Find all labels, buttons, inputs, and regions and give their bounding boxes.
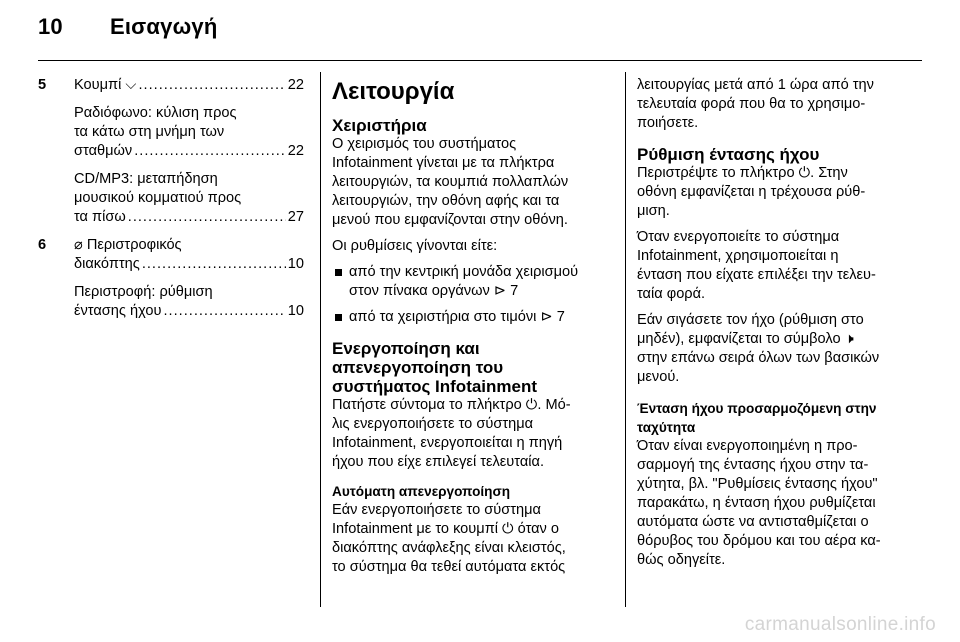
index-column xyxy=(38,76,304,330)
volume-column xyxy=(637,76,911,577)
index-entry-text: έντασης ήχου xyxy=(74,303,162,319)
controls-paragraph: Ο χειρισμός του συστήματος Infotainment γίνεται με τα πλήκτρα λειτουργιών, τα κουμπιά πολλαπλών λειτουργιών, την οθόνη αφής και τα μενού που εμφανίζονται στην οθόνη. xyxy=(332,136,569,228)
volume-paragraph-2: Όταν ενεργοποιείτε το σύστημα Infotainment, χρησιμοποιείται η ένταση που είχατε επιλέξει την τελευ- ταία φορά. xyxy=(637,229,876,302)
index-entry-text: σταθμών xyxy=(74,143,133,159)
auto-off-paragraph: Εάν ενεργοποιήσετε το σύστημα Infotainment με το κουμπί ⏻ όταν ο διακόπτης ανάφλεξης είναι κλειστός, το σύστημα θα τεθεί αυτόματα εκτός xyxy=(332,502,566,575)
index-subentry xyxy=(38,104,304,161)
power-paragraph: Πατήστε σύντομα το πλήκτρο ⏻. Μό- λις ενεργοποιήσετε το σύστημα Infotainment, ενεργοποιείται η πηγή ήχου που είχε επιλεγεί τελευταία. xyxy=(332,397,571,470)
index-entry-line xyxy=(74,255,304,274)
index-entry-line xyxy=(74,208,304,227)
index-marker: 6 xyxy=(38,237,47,253)
controls-heading: Χειριστήρια xyxy=(332,116,427,135)
index-item-5 xyxy=(38,76,304,95)
index-entry-text: τα πίσω xyxy=(74,209,126,225)
page-number: 10 xyxy=(38,14,63,39)
index-entry-line xyxy=(74,76,304,95)
index-entry-text: Ραδιόφωνο: κύλιση προς xyxy=(74,105,237,121)
index-entry-text: τα κάτω στη μνήμη των xyxy=(74,124,225,140)
settings-intro: Οι ρυθμίσεις γίνονται είτε: xyxy=(332,238,498,254)
index-entry-text: Κουμπί ⌵ xyxy=(74,77,137,93)
bullet-item: από τα χειριστήρια στο τιμόνι ⊳ 7 xyxy=(332,308,608,327)
header-rule xyxy=(38,60,922,61)
column-divider-2 xyxy=(625,72,626,607)
watermark: carmanualsonline.info xyxy=(744,614,936,635)
speed-volume-heading: Ένταση ήχου προσαρμοζόμενη στην ταχύτητα xyxy=(637,401,877,435)
volume-paragraph-1: Περιστρέψτε το πλήκτρο ⏻. Στην οθόνη εμφανίζεται η τρέχουσα ρύθ- μιση. xyxy=(637,165,866,219)
index-subentry xyxy=(38,283,304,321)
volume-heading: Ρύθμιση έντασης ήχου xyxy=(637,145,820,164)
column-divider-1 xyxy=(320,72,321,607)
index-item-6 xyxy=(38,236,304,274)
speed-volume-paragraph: Όταν είναι ενεργοποιημένη η προ- σαρμογή της έντασης ήχου στην τα- χύτητα, βλ. "Ρυθμίσεις έντασης ήχου" παρακάτω, η ένταση ήχου ρυθμίζεται αυτόματα ώστε να αντισταθμίζεται ο θόρυβος του δρόμου και του αέρα κα- θώς οδηγείτε. xyxy=(637,438,881,568)
index-entry-text: Περιστροφή: ρύθμιση xyxy=(74,284,213,300)
index-subentry xyxy=(38,170,304,227)
bullet-item: από την κεντρική μονάδα χειρισμού στον πίνακα οργάνων ⊳ 7 xyxy=(332,263,608,301)
continued-paragraph: λειτουργίας μετά από 1 ώρα από την τελευταία φορά που θα το χρησιμο- ποιήσετε. xyxy=(637,77,874,131)
index-page-ref: 27 xyxy=(287,209,304,225)
chapter-title: Εισαγωγή xyxy=(110,14,218,39)
index-entry-text: διακόπτης xyxy=(74,256,140,272)
index-page-ref: 22 xyxy=(287,77,304,93)
index-entry-line xyxy=(74,142,304,161)
index-entry-line xyxy=(74,302,304,321)
index-page-ref: 10 xyxy=(287,303,304,319)
volume-paragraph-3: Εάν σιγάσετε τον ήχο (ρύθμιση στο μηδέν), εμφανίζεται το σύμβολο 🕨 στην επάνω σειρά όλων των βασικών μενού. xyxy=(637,312,880,385)
page-header xyxy=(38,14,217,40)
index-marker: 5 xyxy=(38,77,47,93)
section-title: Λειτουργία xyxy=(332,78,455,105)
power-heading: Ενεργοποίηση και απενεργοποίηση του συστήματος Infotainment xyxy=(332,339,538,396)
index-entry-text: ⌀ Περιστροφικός xyxy=(74,237,182,253)
index-page-ref: 22 xyxy=(287,143,304,159)
index-page-ref: 10 xyxy=(287,256,304,272)
operation-column xyxy=(332,76,608,584)
index-entry-text: μουσικού κομματιού προς xyxy=(74,190,242,206)
auto-off-heading: Αυτόματη απενεργοποίηση xyxy=(332,484,511,499)
index-entry-text: CD/MP3: μεταπήδηση xyxy=(74,171,218,187)
